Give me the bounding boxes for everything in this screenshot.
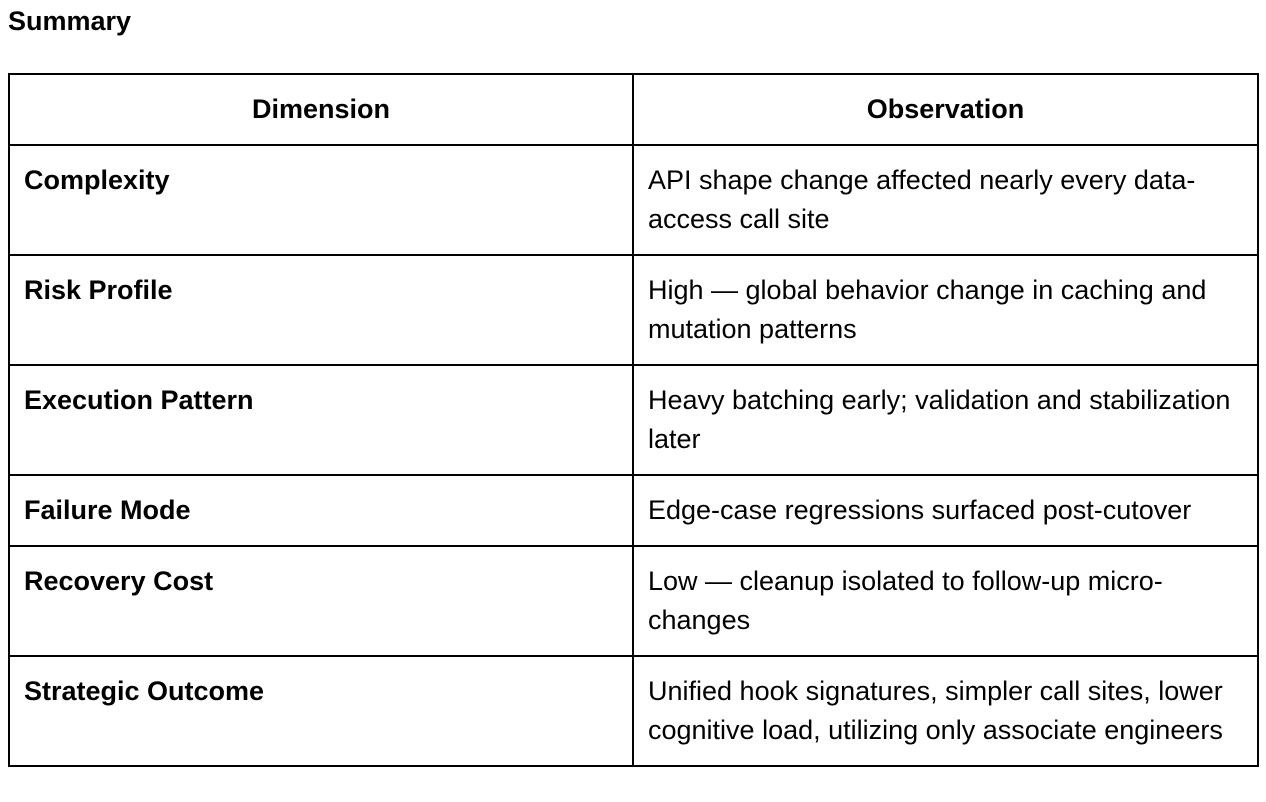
dimension-cell: Failure Mode <box>9 475 633 546</box>
table-row <box>9 145 1258 255</box>
table-row <box>9 365 1258 475</box>
column-header-observation: Observation <box>633 74 1258 145</box>
observation-cell: Heavy batching early; validation and stabilization later <box>633 365 1258 475</box>
dimension-cell: Complexity <box>9 145 633 255</box>
dimension-cell: Strategic Outcome <box>9 656 633 766</box>
observation-cell: Unified hook signatures, simpler call sites, lower cognitive load, utilizing only associate engineers <box>633 656 1258 766</box>
section-heading: Summary <box>8 6 132 36</box>
column-header-dimension: Dimension <box>9 74 633 145</box>
dimension-cell: Risk Profile <box>9 255 633 365</box>
summary-table <box>8 73 1259 767</box>
dimension-cell: Execution Pattern <box>9 365 633 475</box>
observation-cell: Edge-case regressions surfaced post-cutover <box>633 475 1258 546</box>
observation-cell: Low — cleanup isolated to follow-up micro-changes <box>633 546 1258 656</box>
table-row <box>9 546 1258 656</box>
table-row <box>9 656 1258 766</box>
table-row <box>9 475 1258 546</box>
table-row <box>9 255 1258 365</box>
observation-cell: API shape change affected nearly every data-access call site <box>633 145 1258 255</box>
dimension-cell: Recovery Cost <box>9 546 633 656</box>
table-header-row <box>9 74 1258 145</box>
observation-cell: High — global behavior change in caching and mutation patterns <box>633 255 1258 365</box>
